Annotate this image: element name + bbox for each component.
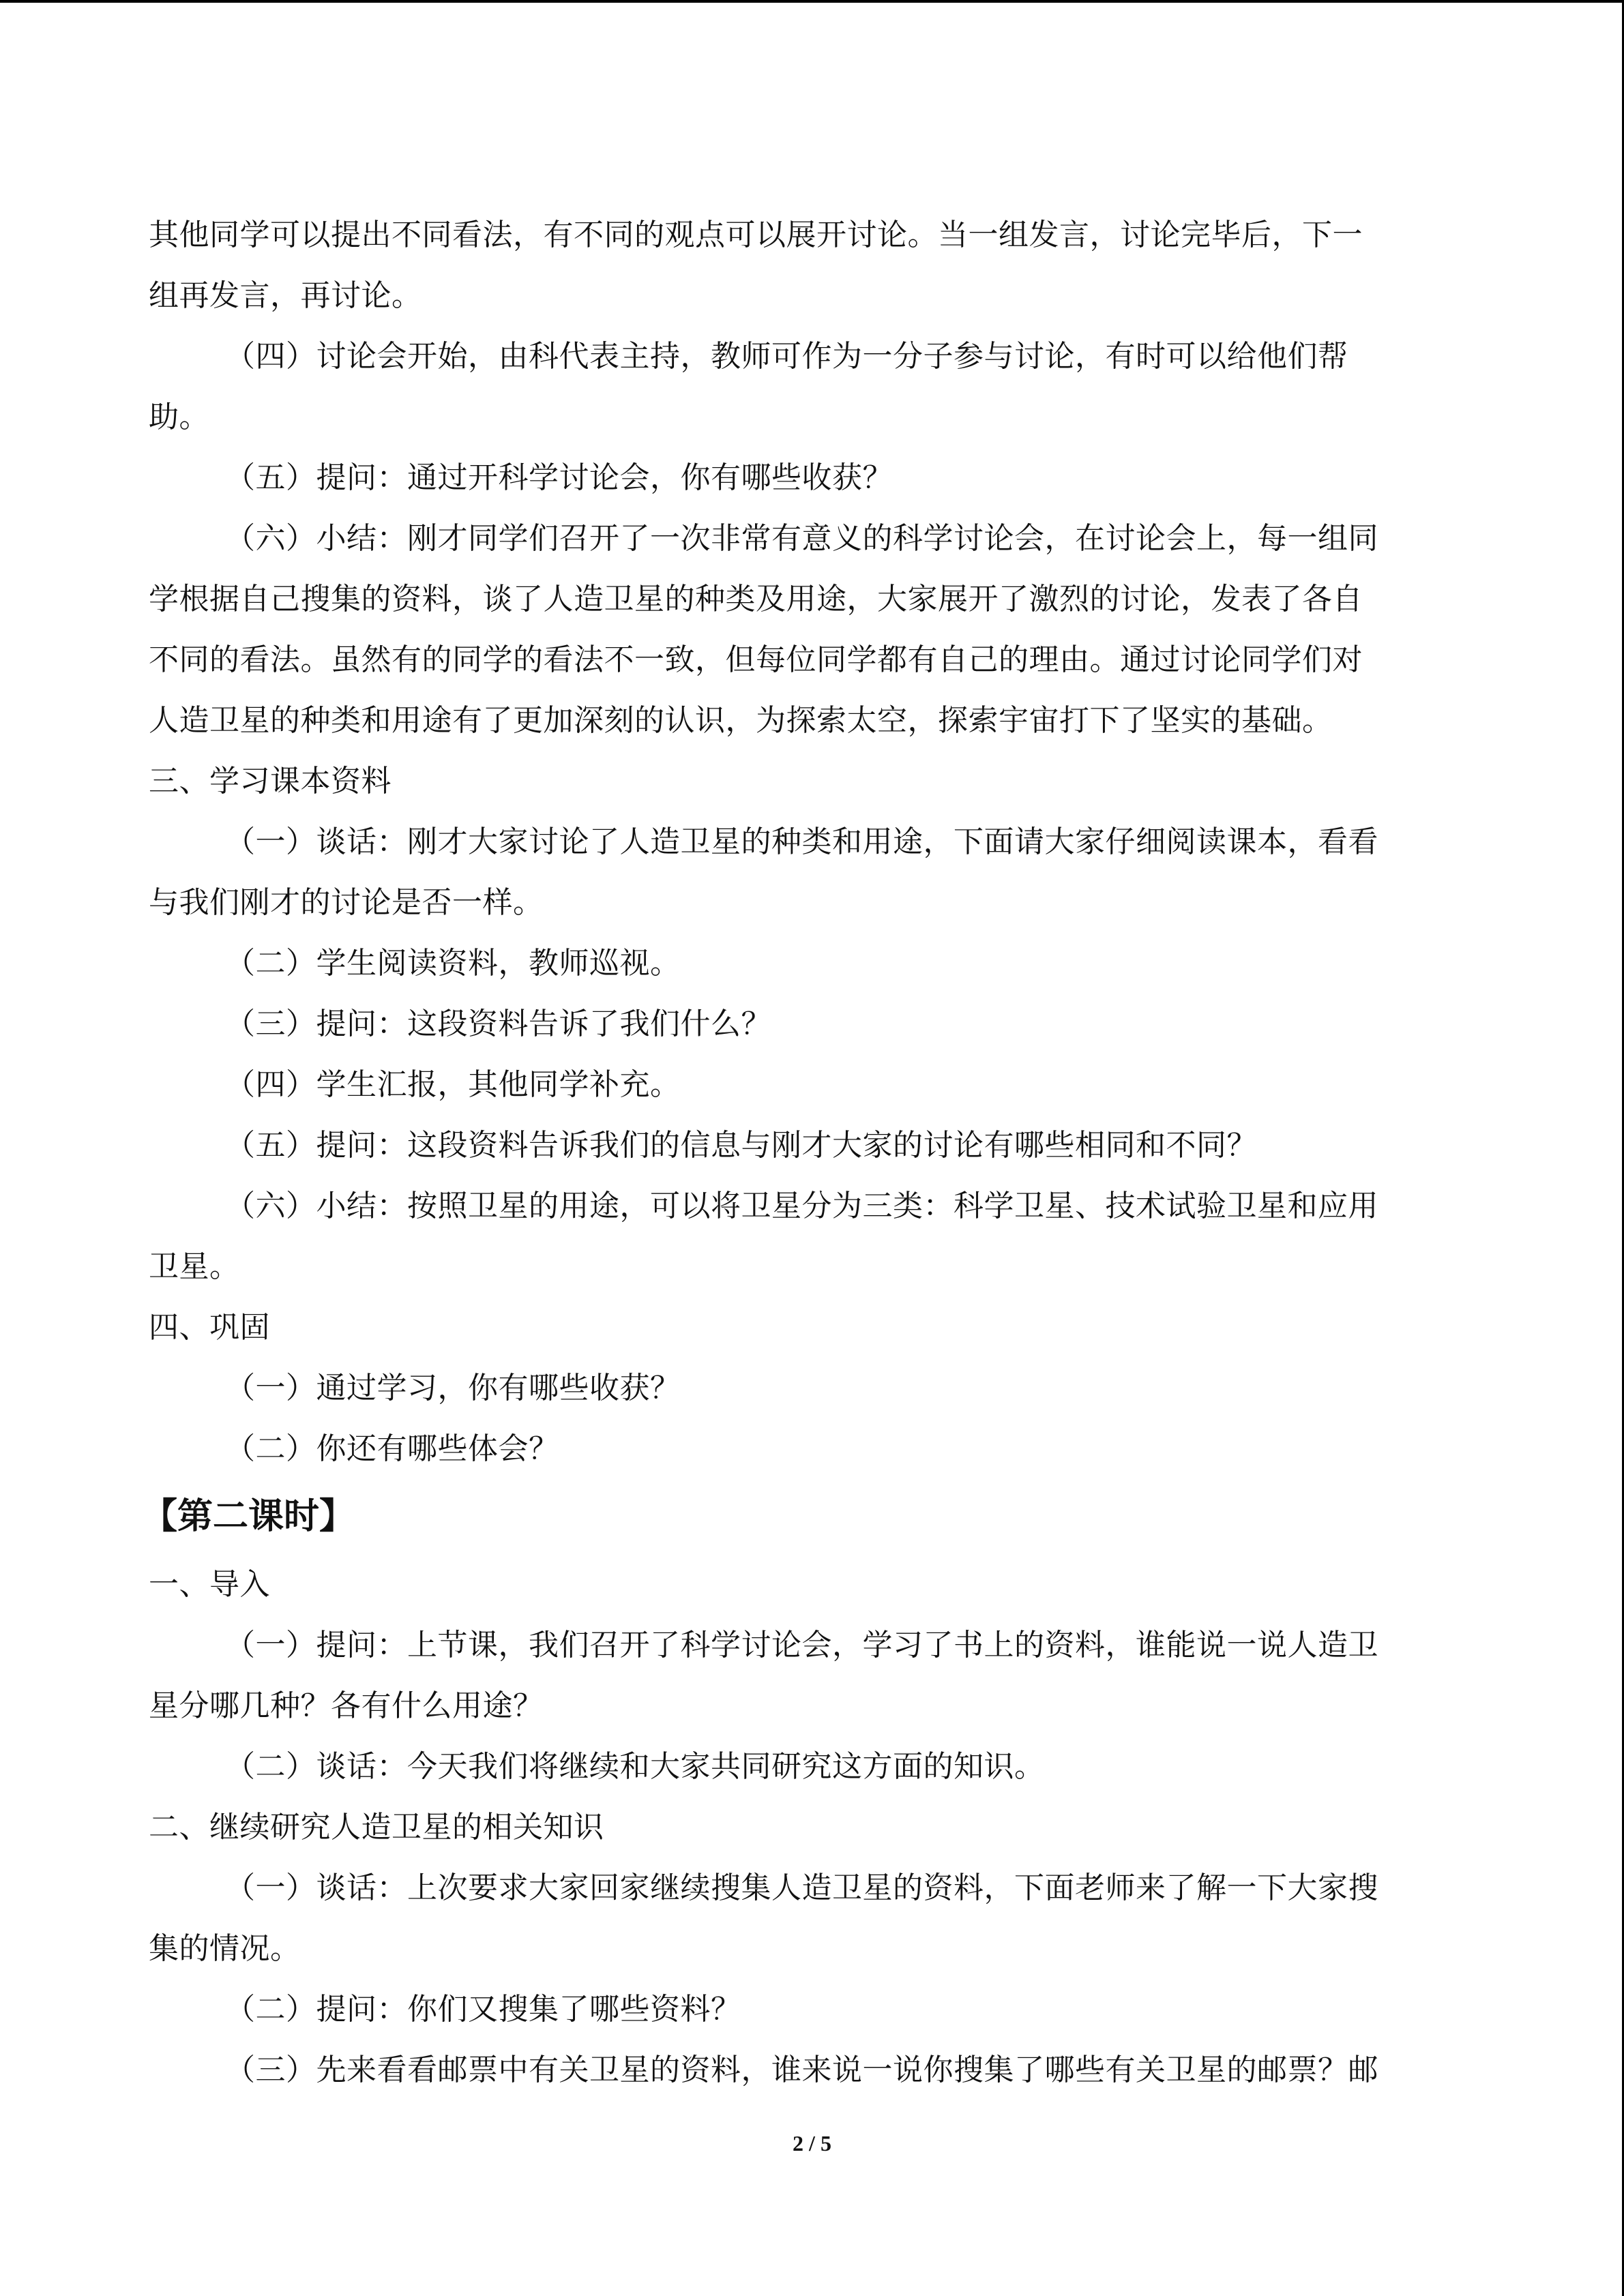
text-line: 卫星。 <box>149 1249 240 1284</box>
text-line: （六）小结：按照卫星的用途，可以将卫星分为三类：科学卫星、技术试验卫星和应用 <box>225 1189 1378 1223</box>
text-line: 星分哪几种？各有什么用途？ <box>149 1688 544 1723</box>
text-line: （六）小结：刚才同学们召开了一次非常有意义的科学讨论会，在讨论会上，每一组同 <box>225 521 1378 556</box>
text-line: （三）先来看看邮票中有关卫星的资料，谁来说一说你搜集了哪些有关卫星的邮票？邮 <box>225 2053 1378 2087</box>
text-line: （五）提问：通过开科学讨论会，你有哪些收获？ <box>225 460 893 495</box>
paragraph-block-part-2 <box>149 1554 1479 2100</box>
text-line: 二、继续研究人造卫星的相关知识 <box>149 1810 604 1845</box>
text-line: （五）提问：这段资料告诉我们的信息与刚才大家的讨论有哪些相同和不同？ <box>225 1128 1257 1163</box>
text-line: （二）提问：你们又搜集了哪些资料？ <box>225 1992 741 2027</box>
text-line: （二）你还有哪些体会？ <box>225 1431 559 1466</box>
text-line: 一、导入 <box>149 1567 270 1602</box>
text-line: 三、学习课本资料 <box>149 764 392 799</box>
text-line: （二）谈话：今天我们将继续和大家共同研究这方面的知识。 <box>225 1749 1045 1784</box>
text-line: 集的情况。 <box>149 1931 301 1966</box>
text-line: （二）学生阅读资料，教师巡视。 <box>225 946 681 981</box>
text-line: 其他同学可以提出不同看法，有不同的观点可以展开讨论。当一组发言，讨论完毕后，下一 <box>149 218 1363 252</box>
text-line: 不同的看法。虽然有的同学的看法不一致，但每位同学都有自己的理由。通过讨论同学们对 <box>149 642 1363 677</box>
text-line: （三）提问：这段资料告诉了我们什么？ <box>225 1007 771 1041</box>
text-line: 学根据自己搜集的资料，谈了人造卫星的种类及用途，大家展开了激烈的讨论，发表了各自 <box>149 582 1363 616</box>
text-line: （一）谈话：刚才大家讨论了人造卫星的种类和用途，下面请大家仔细阅读课本，看看 <box>225 824 1378 859</box>
text-line: 人造卫星的种类和用途有了更加深刻的认识，为探索太空，探索宇宙打下了坚实的基础。 <box>149 703 1333 738</box>
text-line: 组再发言，再讨论。 <box>149 278 422 313</box>
paragraph-block-part-1 <box>149 205 1479 1479</box>
top-border <box>0 0 1624 3</box>
text-line: 助。 <box>149 400 209 434</box>
text-line: （四）学生汇报，其他同学补充。 <box>225 1067 681 1102</box>
text-line: （一）谈话：上次要求大家回家继续搜集人造卫星的资料，下面老师来了解一下大家搜 <box>225 1870 1378 1905</box>
page-number: 2 / 5 <box>793 2131 831 2156</box>
section-heading: 【第二课时】 <box>142 1496 355 1537</box>
text-line: （一）通过学习，你有哪些收获？ <box>225 1371 681 1405</box>
document-body <box>142 205 1479 2100</box>
text-line: 四、巩固 <box>149 1310 270 1345</box>
text-line: （一）提问：上节课，我们召开了科学讨论会，学习了书上的资料，谁能说一说人造卫 <box>225 1628 1378 1663</box>
text-line: 与我们刚才的讨论是否一样。 <box>149 885 544 920</box>
text-line: （四）讨论会开始，由科代表主持，教师可作为一分子参与讨论，有时可以给他们帮 <box>225 339 1348 374</box>
